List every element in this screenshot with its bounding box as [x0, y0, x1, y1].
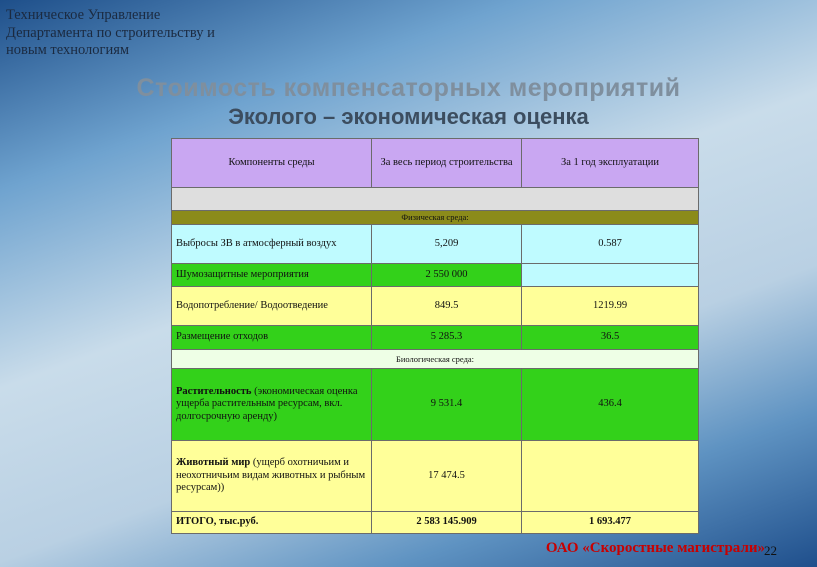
row-name: Размещение отходов [172, 326, 372, 350]
row-period: 17 474.5 [372, 441, 522, 512]
row-year: 0.587 [522, 225, 699, 264]
total-year: 1 693.477 [522, 512, 699, 534]
section-row-biological [172, 350, 699, 369]
total-row [172, 512, 699, 534]
row-name-bold: Животный мир [176, 457, 251, 469]
row-name: Водопотребление/ Водоотведение [172, 287, 372, 326]
org-line-3: новым технологиям [6, 42, 130, 58]
table-row [172, 264, 699, 287]
cost-table [171, 138, 699, 534]
row-year [522, 264, 699, 287]
row-period: 849.5 [372, 287, 522, 326]
row-name [172, 441, 372, 512]
blank-row [172, 188, 699, 211]
table-row [172, 441, 699, 512]
table-row [172, 225, 699, 264]
table-header-row [172, 139, 699, 188]
row-year: 36.5 [522, 326, 699, 350]
row-name [172, 369, 372, 441]
row-year: 1219.99 [522, 287, 699, 326]
row-name: Шумозащитные мероприятия [172, 264, 372, 287]
section-biological: Биологическая среда: [172, 350, 699, 369]
org-line-1: Техническое Управление [6, 7, 161, 23]
company-footer: ОАО «Скоростные магистрали» [545, 540, 765, 556]
org-line-2: Департамента по строительству и [6, 24, 215, 41]
table-row [172, 369, 699, 441]
table-row [172, 287, 699, 326]
section-row-physical [172, 211, 699, 225]
row-year: 436.4 [522, 369, 699, 441]
organization-header [6, 7, 215, 60]
row-name-bold: Растительность [176, 385, 252, 397]
page-number: 22 [764, 543, 777, 558]
header-period: За весь период строительства [372, 139, 522, 188]
slide-title: Стоимость компенсаторных мероприятий [136, 74, 681, 102]
total-label: ИТОГО, тыс.руб. [172, 512, 372, 534]
row-name-rest: (экономическая оценка ущерба растительным ресурсам, вкл. долгосрочную аренду) [176, 385, 358, 422]
total-period: 2 583 145.909 [372, 512, 522, 534]
section-physical: Физическая среда: [172, 211, 699, 225]
blank-cell [172, 188, 699, 211]
row-year [522, 441, 699, 512]
header-component: Компоненты среды [172, 139, 372, 188]
slide-subtitle: Эколого – экономическая оценка [228, 104, 589, 129]
table-row [172, 326, 699, 350]
row-name-rest: (ущерб охотничьим и неохотничьим видам животных и рыбным ресурсам)) [176, 457, 366, 494]
row-period: 9 531.4 [372, 369, 522, 441]
row-period: 2 550 000 [372, 264, 522, 287]
row-name: Выбросы ЗВ в атмосферный воздух [172, 225, 372, 264]
row-period: 5,209 [372, 225, 522, 264]
header-year: За 1 год эксплуатации [522, 139, 699, 188]
row-period: 5 285.3 [372, 326, 522, 350]
